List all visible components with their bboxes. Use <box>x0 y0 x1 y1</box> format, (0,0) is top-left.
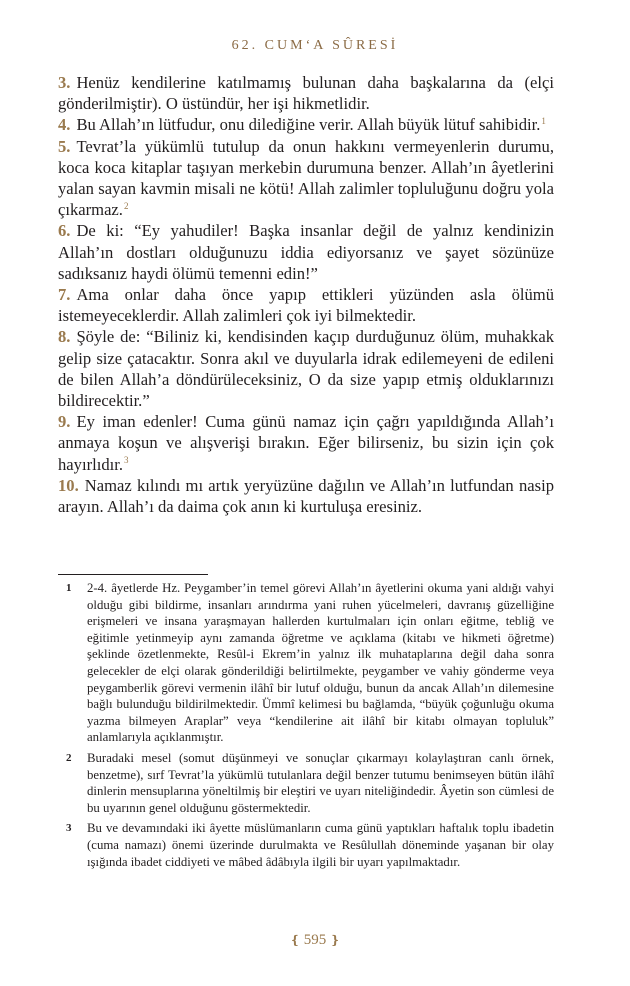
verse <box>58 220 554 284</box>
footnote-list <box>58 580 554 874</box>
footnote-text: Bu ve devamındaki iki âyette müslümanların cuma günü yaptıkları haftalık toplu ibadetin (cuma namazı) önemi üzerinde durulmakta ve Resûlullah döneminde yaşanan bir olay ışığında ibadet ciddiyeti ve mâbed âdâbıyla ilgili bir uyarı yapılmaktadır. <box>87 821 554 869</box>
footnote-number: 2 <box>66 751 72 764</box>
footnote <box>58 750 554 816</box>
verse-number: 6. <box>58 221 71 241</box>
verse-text: Tevrat’la yükümlü tutulup da onun hakkını vermeyenlerin durumu, koca koca kitaplar taşıyan merkebin durumuna benzer. Allah’ın âyetlerini yalan sayan kavmin misali ne kötü! Allah zalimler topluluğunu doğru yola çıkarmaz. <box>58 136 554 220</box>
verse-number: 9. <box>58 412 71 432</box>
footnote-number: 1 <box>66 582 72 594</box>
verse <box>58 411 554 475</box>
footnote-marker[interactable]: 2 <box>123 200 129 211</box>
verse-text: De ki: “Ey yahudiler! Başka insanlar değil de yalnız kendinizin Allah’ın dostları olduğunuzu iddia ediyorsanız ve şayet sözünüze sadıksanız haydi ölümü temenni edin!” <box>58 221 554 283</box>
footnote-text: 2-4. âyetlerde Hz. Peygamber’in temel görevi Allah’ın âyetlerini okuma yani aldığı vahyi olduğu gibi bildirme, insanları arındırma yani ruhen yücelmeleri, davranış güzelliğine erişmeleri ve insana yaraşmayan hallerden kurtulmaları için onları eğitme, tebliğ ve eğitimle yetinmeyip aynı zamanda öğretme ve açıklama (kitabı ve hikmeti öğretme) şeklinde özetlenmekte, Resûl-i Ekrem’in yalnız ilk muhataplarına değil daha sonra gelecekler de elçi olarak gönderildiği belirtilmekte, peygamber ve vahiy gönderme veya peygamberlik görevi vermenin ilâhî bir lutuf olduğu, bunun da ancak Allah’ın dilemesine bağlı bulunduğu bildirilmektedir. Ümmî kelimesi bu bağlamda, “büyük çoğunluğu okuma yazma bilmeyen Araplar” veya “kendilerine ait ilâhî bir kitabı olmayan topluluk” anlamlarıyla açıklanmıştır. <box>87 581 554 745</box>
verse <box>58 284 554 326</box>
running-title: 62. CUM‘A SÛRESİ <box>231 38 399 53</box>
verse <box>58 72 554 114</box>
footnote-number: 3 <box>66 822 72 835</box>
left-ornament-icon: ❴ <box>289 933 300 947</box>
verse-number: 3. <box>58 73 71 92</box>
verse-number: 10. <box>58 475 79 495</box>
footnote-divider <box>58 574 208 575</box>
verse-number: 4. <box>58 115 71 135</box>
verse <box>58 475 554 517</box>
verse-text: Ey iman edenler! Cuma günü namaz için çağrı yapıldığında Allah’ı anmaya koşun ve alışverişi bırakın. Eğer bilirseniz, bu sizin için çok hayırlıdır. <box>58 412 554 474</box>
footnote-marker[interactable]: 3 <box>123 455 129 466</box>
footnote <box>58 820 554 870</box>
verse-number: 8. <box>58 327 71 347</box>
verse-text: Ama onlar daha önce yapıp ettikleri yüzünden asla ölümü istemeyeceklerdir. Allah zalimleri çok iyi bilmektedir. <box>58 285 554 326</box>
verse-text: Namaz kılındı mı artık yeryüzüne dağılın ve Allah’ın lutfundan nasip arayın. Allah’ı da daima çok anın ki kurtuluşa eresiniz. <box>58 475 554 517</box>
verse-list <box>58 72 554 517</box>
verse-text: Şöyle de: “Biliniz ki, kendisinden kaçıp durduğunuz ölüm, muhakkak gelip size çatacaktır. Sonra akıl ve duyularla idrak edilemeyeni de edileni de bilen Allah’a döndürüleceksiniz, O da size yapıp etmiş olduklarınızı bildirecektir.” <box>58 327 554 411</box>
verse <box>58 114 554 135</box>
right-ornament-icon: ❵ <box>330 933 341 947</box>
verse-text: Henüz kendilerine katılmamış bulunan daha başkalarına da (elçi gönderilmiştir). O üstündür, her işi hikmetlidir. <box>58 73 554 114</box>
verse-text: Bu Allah’ın lütfudur, onu dilediğine verir. Allah büyük lütuf sahibidir. <box>76 115 541 135</box>
verse <box>58 136 554 221</box>
verse-number: 5. <box>58 136 71 156</box>
footnote <box>58 580 554 746</box>
page-number: 595 <box>303 932 327 948</box>
verse-number: 7. <box>58 285 71 305</box>
footnote-marker[interactable]: 1 <box>541 115 546 126</box>
verse <box>58 326 554 411</box>
footnote-text: Buradaki mesel (somut düşünmeyi ve sonuçlar çıkarmayı kolaylaştıran canlı örnek, benzetme), sırf Tevrat’la yükümlü tutulanlara değil benzer tutumu benimseyen bütün ilâhî dinlerin mensuplarına yöneltilmiş bir eleştiri ve uyarı niteliğindedir. Âyetin son cümlesi de bu uyarının genel olduğunu göstermektedir. <box>87 750 554 815</box>
page-number-folio <box>0 932 630 949</box>
